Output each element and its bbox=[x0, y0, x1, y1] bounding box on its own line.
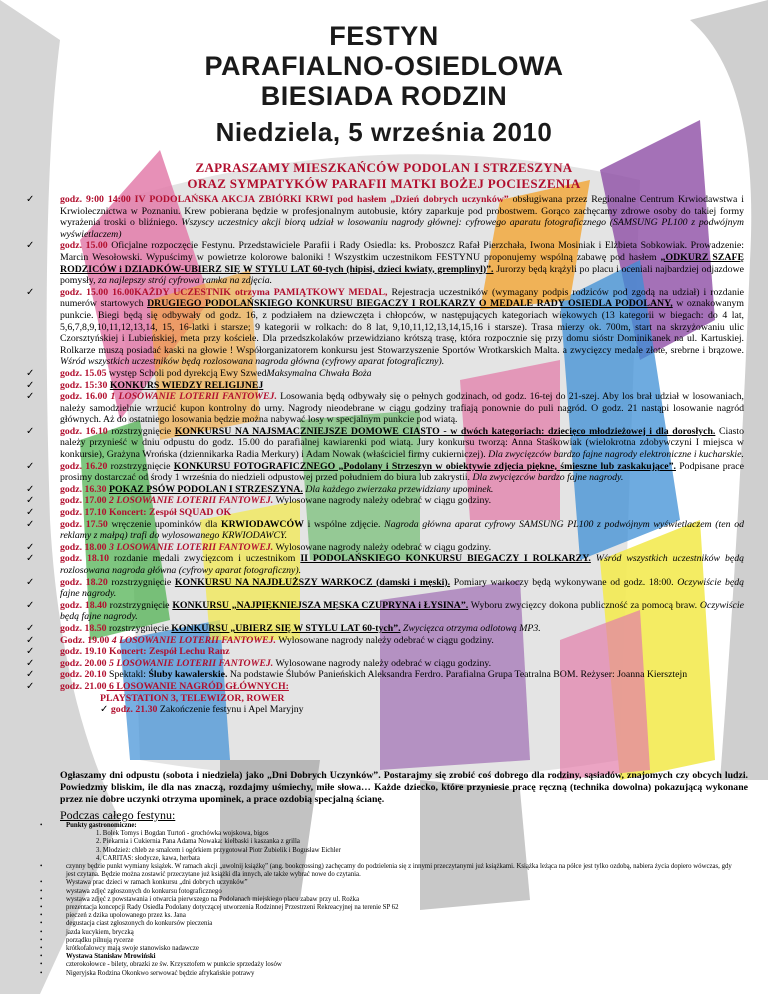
good-deeds-announcement: Ogłaszamy dni odpustu (sobota i niedziela) jako „Dni Dobrych Uczynków”. Postarajmy się zrobić coś dobrego dla rodziny, sąsiadów, znajomych czy obcych ludzi. Powiedzmy bliskim, ile dla nas znaczą, rozdajmy uśmiechy, miłe słowa… Każde dziecko, które przyniesie pracę ręczną (technika dowolna) pokazującą wykonane przez nie dobre uczynki otrzyma upominek, a prace ozdobią specjalną ścianę. bbox=[60, 770, 748, 805]
program-t: godz. 15.00 bbox=[60, 240, 108, 252]
checkmark-icon: ✓ bbox=[26, 194, 35, 205]
poster-title-line1: FESTYN bbox=[329, 21, 439, 51]
checkmark-icon: ✓ bbox=[26, 657, 35, 669]
bullet-icon: • bbox=[40, 969, 43, 977]
program-r: Koncert: Zespół Lechu Ranz bbox=[106, 646, 230, 658]
program-item bbox=[26, 542, 744, 554]
program-rest: Losowania będą odbywały się o pełnych godzinach, od godz. 16-tej do 21-szej. Aby los brał udział w losowaniach, należy samodzielnie wrzucić kupon kontrolny do urny. Nagrody nieodebrane w ciągu godziny trafiają ponownie do puli nagród. O godz. 21 nastąpi losowanie nagród głównych. Aż do ostatniego losowania będzie można nabywać losy w specjalnym punkcie pod wiatą. bbox=[60, 391, 744, 426]
checkmark-icon: ✓ bbox=[26, 669, 35, 681]
program-t: godz. 15.00 16.00 bbox=[60, 286, 135, 298]
attraction-text: prezentacja koncepcji Rady Osiedla Podolany dotyczącej utworzenia Rodzinnej Przestrzeni Rekreacyjnej na terenie SP 62 bbox=[66, 904, 399, 912]
program-item bbox=[26, 519, 744, 542]
program-rest: Wylosowane nagrody należy odebrać w ciągu godziny. bbox=[275, 634, 494, 646]
invitation-line1: ZAPRASZAMY MIESZKAŃCÓW PODOLAN I STRZESZYNA bbox=[195, 160, 573, 175]
program-item bbox=[26, 681, 744, 716]
program-item bbox=[26, 461, 744, 484]
checkmark-icon: ✓ bbox=[26, 622, 35, 634]
program-it: za najlepszy strój cyfrowa ramka na zdjęcia. bbox=[98, 275, 273, 287]
program-it: Nagroda główna aparat cyfrowy SAMSUNG PL100 z podwójnym wyświetlaczem (ten od reklamy z małpą) trafi do wylosowanego KRWIODAWCY. bbox=[60, 518, 744, 542]
festival-attraction bbox=[40, 961, 740, 969]
program-t: godz. 15.05 bbox=[60, 367, 107, 379]
program-list bbox=[26, 194, 744, 716]
bullet-icon: • bbox=[40, 961, 43, 969]
program-item bbox=[26, 553, 744, 576]
gastronomy-item bbox=[40, 822, 740, 863]
attraction-text: degustacja ciast zgłoszonych do konkursów pieczenia bbox=[66, 920, 213, 928]
program-item bbox=[26, 577, 744, 600]
program-t: godz. 17.10 bbox=[60, 507, 107, 519]
gastronomy-entry: 2. Piekarnia i Cukiernia Pana Adama Nowaka: kiełbaski i kaszanka z grilla bbox=[96, 838, 300, 846]
gastronomy-entry: 4. CARITAS: słodycze, kawa, herbata bbox=[96, 854, 200, 862]
festival-attraction bbox=[40, 888, 740, 896]
program-rest2: i wspólne zdjęcie. bbox=[303, 518, 385, 530]
program-item bbox=[26, 623, 744, 635]
program-rest: występ Scholi bbox=[106, 367, 167, 379]
program-t: godz. 16.10 bbox=[60, 425, 108, 437]
program-b: POKAZ PSÓW PODOLAN I STRZESZYNA. bbox=[109, 483, 303, 495]
program-t: godz. 9:00 14:00 IV PODOLAŃSKA AKCJA ZBIÓRKI KRWI pod hasłem „Dzień dobrych uczynków” bbox=[60, 194, 509, 205]
checkmark-icon: ✓ bbox=[26, 507, 35, 519]
program-sub-text: Zakończenie festynu i Apel Maryjny bbox=[157, 704, 304, 716]
attraction-text: Wystawa prac dzieci w ramach konkursu „dni dobrych uczynków” bbox=[66, 879, 248, 887]
program-rest2: Wyboru zwycięzcy dokona publiczność za pomocą braw. bbox=[468, 599, 700, 611]
program-r: KAŻDY UCZESTNIK otrzyma PAMIĄTKOWY MEDAL, bbox=[134, 286, 388, 298]
program-rest2: Pomiary warkoczy będą wykonywane od godz. 18:00. bbox=[450, 576, 678, 588]
bullet-icon: • bbox=[40, 822, 43, 829]
program-item bbox=[26, 635, 744, 647]
program-item bbox=[26, 600, 744, 623]
checkmark-icon: ✓ bbox=[26, 367, 35, 379]
festival-attraction bbox=[40, 912, 740, 920]
program-t: godz. 21.00 bbox=[60, 680, 107, 692]
program-rest: rozstrzygnięcie bbox=[107, 460, 174, 472]
festival-attraction bbox=[40, 879, 740, 887]
festival-attraction bbox=[40, 970, 740, 978]
program-t: godz. 18.00 bbox=[60, 541, 107, 553]
program-t: godz. 17.00 bbox=[60, 495, 107, 507]
program-t: godz. 18.10 bbox=[60, 553, 110, 565]
festival-attraction bbox=[40, 945, 740, 953]
attraction-text: jazda kucykiem, bryczką bbox=[66, 928, 134, 936]
program-t: godz. 18.50 bbox=[60, 622, 107, 634]
program-t: godz. 20.00 bbox=[60, 657, 107, 669]
bullet-icon: • bbox=[40, 936, 43, 944]
poster-title-line3: BIESIADA RODZIN bbox=[260, 81, 508, 111]
program-t: godz. 18.40 bbox=[60, 599, 107, 611]
program-rest: Spektakl: bbox=[106, 669, 149, 681]
checkmark-icon: ✓ bbox=[26, 634, 35, 646]
program-item bbox=[26, 240, 744, 286]
closing-subitem bbox=[60, 704, 744, 716]
bullet-icon: • bbox=[40, 879, 43, 887]
program-t: godz. 18.20 bbox=[60, 576, 108, 588]
attraction-text: wystawa zdjęć zgłoszonych do konkursu fotograficznego bbox=[66, 887, 222, 895]
program-it: Wśród wszystkich uczestników będą rozlosowana nagroda główna (cyfrowy aparat fotograficzny). bbox=[60, 356, 445, 368]
gastronomy-label: Punkty gastronomiczne: bbox=[66, 822, 137, 829]
program-ri: 2 LOSOWANIE LOTERII FANTOWEJ. bbox=[106, 495, 274, 507]
program-item bbox=[26, 484, 744, 496]
program-t: godz. 16.20 bbox=[60, 460, 108, 472]
checkmark-icon: ✓ bbox=[26, 286, 35, 298]
program-rest: rozdanie medali zwycięzcom i uczestnikom bbox=[109, 553, 301, 565]
program-b: II PODOLAŃSKIEGO KONKURSU BIEGACZY I ROLKARZY. bbox=[300, 553, 591, 565]
program-item bbox=[26, 646, 744, 658]
program-rest2: w oznakowanym punkcie. Biegi będą się odbywały od godz. 16, z podziałem na dziewczęta i chłopców, w następujących kategoriach wiekowych (13 kategorii w biegach: do 4 lat, 5,6,7,8,9,10,11,12,13,14, 15, 16-latki i starsze; 9 kategorii w rolkach: do 8 lat, 9,10,11,12,13,14,15,16 i starsze). Trasa mierzy ok. 700m, start na skrzyżowaniu ulic Czorsztyńskiej i Lubieńskiej, meta przy kościele. Dla przedszkolaków przewidziano krótszą trasę, która rozpocznie się przy domu sióstr Dominikanek na ul. Kartuskiej. Rolkarze muszą posiadać kaski na głowie ! Współorganizatorem konkursu jest Stowarzyszenie Sportów Wrotkarskich Malta. bbox=[60, 298, 745, 356]
during-festival-heading: Podczas całego festynu: bbox=[60, 808, 176, 822]
attraction-text: Wystawa Stanisław Mrowiński bbox=[66, 953, 156, 961]
program-b: Śluby kawalerskie. bbox=[148, 669, 228, 681]
checkmark-icon: ✓ bbox=[26, 518, 35, 530]
program-rest2: Podpisane prace prosimy dostarczać od środy 1 września do niedzieli odpustowej przed południem do biura lub zakrystii. bbox=[60, 460, 744, 484]
festival-attraction bbox=[40, 920, 740, 928]
program-t: godz. 20.10 bbox=[60, 669, 107, 681]
checkmark-icon: ✓ bbox=[26, 425, 35, 437]
program-t: godz. 16.00 bbox=[60, 391, 108, 403]
bullet-icon: • bbox=[40, 904, 43, 912]
checkmark-icon: ✓ bbox=[26, 483, 35, 495]
program-rest: rozstrzygnięcie bbox=[107, 425, 175, 437]
program-t: godz. 15:30 bbox=[60, 379, 108, 391]
program-rest: rozstrzygnięcie bbox=[106, 599, 173, 611]
program-t: godz. 17.50 bbox=[60, 518, 108, 530]
checkmark-icon: ✓ bbox=[26, 379, 35, 391]
program-rest2: Na podstawie Ślubów Panieńskich Aleksandra Ferdro. Parafialna Grupa Teatralna BOM. Reżyser: Joanna Kiersztejn bbox=[227, 669, 688, 681]
bullet-icon: • bbox=[40, 912, 43, 920]
festival-attraction bbox=[40, 953, 740, 961]
bullet-icon: • bbox=[40, 895, 43, 903]
program-rest: wręczenie upominków dla bbox=[107, 518, 221, 530]
festival-attraction bbox=[40, 937, 740, 945]
program-sub-time: godz. 21.30 bbox=[110, 704, 158, 716]
program-b: KONKURSU NA NAJDŁUŻSZY WARKOCZ (damski i męski). bbox=[174, 576, 451, 588]
program-rest: rozstrzygnięcie bbox=[106, 622, 172, 634]
poster-date: Niedziela, 5 września 2010 bbox=[215, 117, 553, 147]
program-t: godz. 19.10 bbox=[60, 646, 107, 658]
bullet-icon: • bbox=[40, 928, 43, 936]
program-rest: Oficjalne rozpoczęcie Festynu. Przedstawiciele Parafii i Rady Osiedla: ks. Proboszcz Rafał Pierzchała, Iwona Mosiniak i Elżbieta Sobkowiak. Prowadzenie: Marcin Wesołowski. Wypuścimy w powietrze kolorowe baloniki ! Wszystkim uczestnikom FESTYNU proponujemy wspólną zabawę pod hasłem bbox=[60, 240, 744, 263]
checkmark-icon: ✓ bbox=[26, 240, 35, 252]
festival-attraction bbox=[40, 896, 740, 904]
program-b: KONKURSU NA NAJSMACZNIEJSZE DOMOWE CIASTO - w dwóch kategoriach: dziecięco młodzieżowej i dla dorosłych. bbox=[174, 425, 716, 437]
program-item bbox=[26, 658, 744, 670]
program-item bbox=[26, 194, 744, 240]
checkmark-icon: ✓ bbox=[26, 680, 35, 692]
program-r2: PLAYSTATION 3, TELEWIZOR, ROWER bbox=[100, 692, 285, 704]
program-r: Koncert: Zespół SQUAD OK bbox=[106, 507, 232, 519]
program-it: Wszyscy uczestnicy akcji biorą udział w losowaniu nagrody głównej: cyfrowego aparatu fotograficznego (SAMSUNG PL100 z podwójnym wyświetlaczem) bbox=[60, 217, 744, 240]
festival-attraction bbox=[40, 904, 740, 912]
program-rest2: pod dyrekcją Ewy Szwed bbox=[166, 367, 267, 379]
program-rest: rozstrzygnięcie bbox=[107, 576, 175, 588]
attraction-text: Nigeryjska Rodzina Okonkwo serwować będzie afrykańskie potrawy bbox=[66, 969, 255, 977]
program-ri: 4 LOSOWANIE LOTERII FANTOWEJ. bbox=[109, 634, 276, 646]
attraction-text: wystawa zdjęć z powstawania i otwarcia pierwszego na Podolanach miejskiego placu zabaw przy ul. Rożka bbox=[66, 895, 360, 903]
checkmark-icon: ✓ bbox=[100, 704, 111, 716]
checkmark-icon: ✓ bbox=[26, 553, 35, 565]
checkmark-icon: ✓ bbox=[26, 599, 35, 611]
program-b: „ODKURZ SZAFĘ RODZICÓW i DZIADKÓW-UBIERZ SIĘ W STYLU LAT 60-tych (hipisi, dzieci kwiaty, gremplinyl)”. bbox=[60, 251, 744, 275]
checkmark-icon: ✓ bbox=[26, 541, 35, 553]
program-rest2: Ciasto należy przynieść w dniu odpustu do godz. 15.00 do parafialnej kawiarenki pod wiatą. Jury konkursu tworzą: Anna Staśkowiak (wielokrotna zdobywczyni I miejsca w konkursie), Grażyna Wrońska (dziennikarka Radia Merkury) i Adam Nowak (właściciel firmy cukierniczej). bbox=[60, 425, 744, 461]
attraction-text: krótkofalowcy mają swoje stanowisko nadawcze bbox=[66, 945, 199, 953]
program-rest: Wylosowane nagrody należy odebrać w ciągu godziny. bbox=[273, 541, 492, 553]
program-item bbox=[26, 495, 744, 507]
program-t: godz. 16.30 bbox=[60, 483, 107, 495]
program-it: Dla zwycięzców bardzo fajne nagrody elektroniczne i kucharskie. bbox=[488, 449, 744, 461]
program-item bbox=[26, 368, 744, 380]
festival-attraction bbox=[40, 929, 740, 937]
program-it: Oczywiście będą fajne nagrody. bbox=[60, 576, 744, 600]
checkmark-icon: ✓ bbox=[26, 391, 35, 403]
program-b: KONKURSU „UBIERZ SIĘ W STYLU LAT 60-tych”. bbox=[171, 622, 401, 634]
program-ru: 6 LOSOWANIE NAGRÓD GŁÓWNYCH: bbox=[106, 680, 289, 692]
program-it: Oczywiście będą fajne nagrody. bbox=[60, 599, 744, 623]
program-it: Wśród wszystkich uczestników będą rozlosowana nagroda główna (cyfrowy aparat fotograficzny). bbox=[60, 553, 744, 576]
bullet-icon: • bbox=[40, 920, 43, 928]
program-rest: Wylosowane nagrody należy odebrać w ciągu godziny. bbox=[273, 495, 492, 507]
program-rest: Wylosowane nagrody należy odebrać w ciągu godziny. bbox=[273, 657, 492, 669]
program-item bbox=[26, 507, 744, 519]
bullet-icon: • bbox=[40, 887, 43, 895]
bullet-icon: • bbox=[40, 953, 43, 961]
gastronomy-entry: 3. Młodzież: chleb ze smalcem i ogórkiem przygotował Piotr Żubielik i Bogusław Eichler bbox=[96, 846, 341, 854]
program-item bbox=[26, 426, 744, 461]
checkmark-icon: ✓ bbox=[26, 576, 35, 588]
program-it: Zwycięzca otrzyma odlotową MP3. bbox=[400, 622, 541, 634]
program-it: Dla każdego zwierzaka przewidziany upominek. bbox=[302, 483, 494, 495]
during-festival-list bbox=[40, 822, 740, 978]
program-t: Godz. 19.00 bbox=[60, 634, 110, 646]
attraction-text: pieczeń z dzika upolowanego przez ks. Jana bbox=[66, 912, 186, 920]
program-ri: 1 LOSOWANIE LOTERII FANTOWEJ. bbox=[107, 391, 277, 403]
checkmark-icon: ✓ bbox=[26, 495, 35, 507]
poster-title-line2: PARAFIALNO-OSIEDLOWA bbox=[204, 51, 564, 81]
festival-attraction bbox=[40, 863, 740, 879]
invitation-line2: ORAZ SYMPATYKÓW PARAFII MATKI BOŻEJ POCIESZENIA bbox=[187, 176, 581, 191]
program-b: KONKURSU „NAJPIĘKNIEJSZA MĘSKA CZUPRYNA i ŁYSINA”. bbox=[172, 599, 469, 611]
program-item bbox=[26, 669, 744, 681]
program-ri: 3 LOSOWANIE LOTERII FANTOWEJ. bbox=[106, 541, 274, 553]
program-it: Dla zwycięzców bardzo fajne nagrody. bbox=[472, 472, 624, 484]
program-rest: Rejestracja uczestników (wymagany podpis rodziców pod zgodą na udział) i rozdanie numerów startowych bbox=[60, 286, 744, 310]
program-it: Maksymalna Chwała Boża bbox=[266, 367, 372, 379]
attraction-text: porządku pilnują rycerze bbox=[66, 936, 134, 944]
program-item bbox=[26, 287, 744, 368]
program-rest: obsługiwana przez Regionalne Centrum Krwiodawstwa i Krwiolecznictwa w Poznaniu. Krew pobierana będzie w profesjonalnym autobusie, który zaparkuje pod probostwem. Gorąco zachęcamy zdrowe osoby do takiej formy wyrażenia troski o bliźniego. bbox=[60, 194, 745, 229]
program-rest2: Jurorzy będą krążyli po placu i oceniali najbardziej odjazdowe pomysły, bbox=[60, 263, 744, 287]
attraction-text: czynny będzie punkt wymiany książek. W ramach akcji „uwolnij książkę” (ang. bookcrossing) zachęcamy do podzielenia się z innymi przeczytanymi już książkami. Książka leżąca na półce jest tylko ozdobą, nabiera życia dopiero wówczas, gdy jest czytana. Będzie można zostawić przeczytane już książki dla innych, ale także wybrać nowe do czytania. bbox=[66, 863, 732, 879]
program-item bbox=[26, 391, 744, 426]
checkmark-icon: ✓ bbox=[26, 460, 35, 472]
program-rest3: a zwycięzcy medale złote, srebrne i brązowe. bbox=[562, 344, 744, 356]
program-b: DRUGIEGO PODOLAŃSKIEGO KONKURSU BIEGACZY I ROLKARZY O MEDALE RADY OSIEDLA PODOLANY, bbox=[147, 298, 673, 310]
program-b: KRWIODAWCÓW bbox=[220, 518, 304, 530]
program-b: KONKURS WIEDZY RELIGIJNEJ bbox=[109, 379, 264, 391]
gastronomy-list bbox=[66, 830, 740, 863]
bullet-icon: • bbox=[40, 863, 43, 871]
checkmark-icon: ✓ bbox=[26, 646, 35, 658]
gastronomy-entry: 1. Bolek Tomys i Bogdan Turtoń - grochówka wojskowa, bigos bbox=[96, 830, 269, 838]
program-item bbox=[26, 380, 744, 392]
program-b: KONKURSU FOTOGRAFICZNEGO „Podolany i Strzeszyn w obiektywie zdjęcia piękne, śmieszne lub zaskakujące”. bbox=[173, 460, 676, 472]
program-ri: 5 LOSOWANIE LOTERII FANTOWEJ. bbox=[106, 657, 274, 669]
attraction-text: czterokołowce - bilety, obrazki ze św. Krzysztofem w punkcie sprzedaży losów bbox=[66, 961, 282, 969]
bullet-icon: • bbox=[40, 945, 43, 953]
